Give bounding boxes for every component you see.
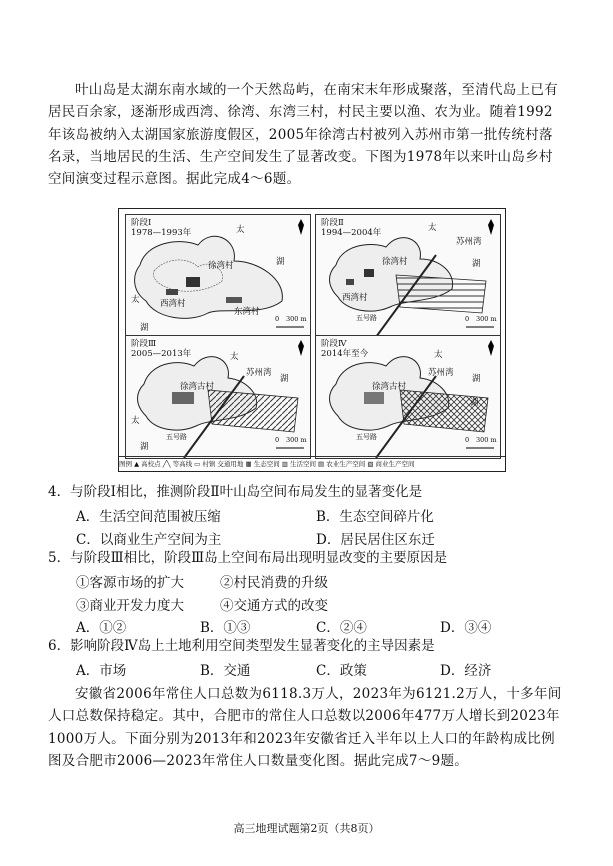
q5-option-a: A．①② <box>76 620 127 636</box>
place-label: 湖 <box>140 323 149 333</box>
q6-option-a: A．市场 <box>76 663 127 679</box>
place-label: 徐湾村 <box>208 261 234 271</box>
q5-reason-3: ③商业开发力度大 <box>76 598 184 614</box>
q4-option-d: D．居民居住区东迁 <box>316 532 435 548</box>
place-label: 太 <box>434 350 443 360</box>
place-label: 西湾村 <box>342 293 368 303</box>
q4-option-c: C．以商业生产空间为主 <box>76 532 222 548</box>
q6-option-d: D．经济 <box>440 663 492 679</box>
stage-2-label: 阶段Ⅱ 1994—2004年 <box>321 218 382 238</box>
scale-value: 300 m <box>476 315 497 323</box>
stage-3-label: 阶段Ⅲ 2005—2013年 <box>131 339 192 359</box>
q6-option-c: C．政策 <box>316 663 367 679</box>
place-label: 湖 <box>472 259 481 269</box>
place-label: 太 <box>131 295 140 305</box>
q5-stem: 5．与阶段Ⅲ相比，阶段Ⅲ岛上空间布局出现明显改变的主要原因是 <box>48 550 448 566</box>
scale-zero: 0 <box>275 436 280 444</box>
rural-evolution-figure <box>118 208 506 472</box>
intro-paragraph: 叶山岛是太湖东南水域的一个天然岛屿，在南宋末年形成聚落，至清代岛上已有居民百余家，逐渐形成西湾、徐湾、东湾三村，村民主要以渔、农为业。随着1992年该岛被纳入太湖国家旅游度假区，2005年徐湾古村被列入苏州市第一批传统村落名录，当地居民的生活、生产空间发生了显著改变。下图为1978年以来叶山岛乡村空间演变过程示意图。据此完成4～6题。 <box>48 82 558 188</box>
q5-reason-2: ②村民消费的升级 <box>220 575 328 591</box>
place-label: 五号路 <box>356 433 377 441</box>
paragraph-7-9: 安徽省2006年常住人口总数为6118.3万人，2023年为6121.2万人，十多年间人口总数保持稳定。其中，合肥市的常住人口总数以2006年477万人增长到2023年1000万人。下面分别为2013年和2023年安徽省迁入半年以上人口的年龄构成比例图及合肥市2006—2023年常住人口数量变化图。据此完成7～9题。 <box>48 686 562 769</box>
q4-option-b: B．生态空间碎片化 <box>316 509 434 525</box>
q6-option-b: B．交通 <box>200 663 251 679</box>
stage-2-panel <box>315 214 501 338</box>
q5-option-b: B．①③ <box>200 620 251 636</box>
scale-zero: 0 <box>465 436 470 444</box>
place-label: 湖 <box>470 398 479 408</box>
place-label: 徐湾村 <box>382 257 408 267</box>
place-label: 湖 <box>140 442 149 452</box>
place-label: 太 <box>230 352 239 362</box>
place-label: 太 <box>236 225 245 235</box>
stage-3-panel <box>125 335 311 459</box>
q5-reason-1: ①客源市场的扩大 <box>76 575 184 591</box>
stage-4-label: 阶段Ⅳ 2014年至今 <box>321 339 369 359</box>
q4-option-a: A．生活空间范围被压缩 <box>76 509 221 525</box>
q4-stem: 4．与阶段Ⅰ相比，推测阶段Ⅱ叶山岛空间布局发生的显著变化是 <box>48 484 423 500</box>
place-label: 徐湾古村 <box>180 382 215 392</box>
scale-value: 300 m <box>286 436 307 444</box>
place-label: 太 <box>131 416 140 426</box>
place-label: 苏州湾 <box>428 368 454 378</box>
scale-value: 300 m <box>476 436 497 444</box>
q6-stem: 6．影响阶段Ⅳ岛上土地利用空间类型发生显著变化的主导因素是 <box>48 638 435 654</box>
place-label: 湖 <box>280 374 289 384</box>
stage-1-panel <box>125 214 311 338</box>
figure-legend: 图例 ▲ 高校点 ╱╲ 等高线 ▭ 村镇 交通用地 ▦ 生态空间 ▥ 生活空间 ▤ 农业生产空间 ▧ 商业生产空间 <box>119 456 505 471</box>
scale-value: 300 m <box>286 315 307 323</box>
place-label: 太 <box>428 223 437 233</box>
place-label: 湖 <box>472 374 481 384</box>
q5-reason-4: ④交通方式的改变 <box>220 598 328 614</box>
place-label: 湖 <box>276 257 285 267</box>
stage-1-label: 阶段Ⅰ 1978—1993年 <box>131 218 192 238</box>
q5-option-d: D．③④ <box>440 620 492 636</box>
scale-zero: 0 <box>465 315 470 323</box>
place-label: 五号路 <box>166 433 187 441</box>
place-label: 徐湾古村 <box>372 382 407 392</box>
place-label: 五号路 <box>356 314 377 322</box>
scale-zero: 0 <box>275 315 280 323</box>
place-label: 西湾村 <box>160 299 186 309</box>
place-label: 苏州湾 <box>456 237 482 247</box>
q5-option-c: C．②④ <box>316 620 367 636</box>
stage-4-panel <box>315 335 501 459</box>
place-label: 东湾村 <box>234 307 260 317</box>
page-footer: 高三地理试题第2页（共8页） <box>233 822 380 835</box>
place-label: 苏州湾 <box>246 368 272 378</box>
